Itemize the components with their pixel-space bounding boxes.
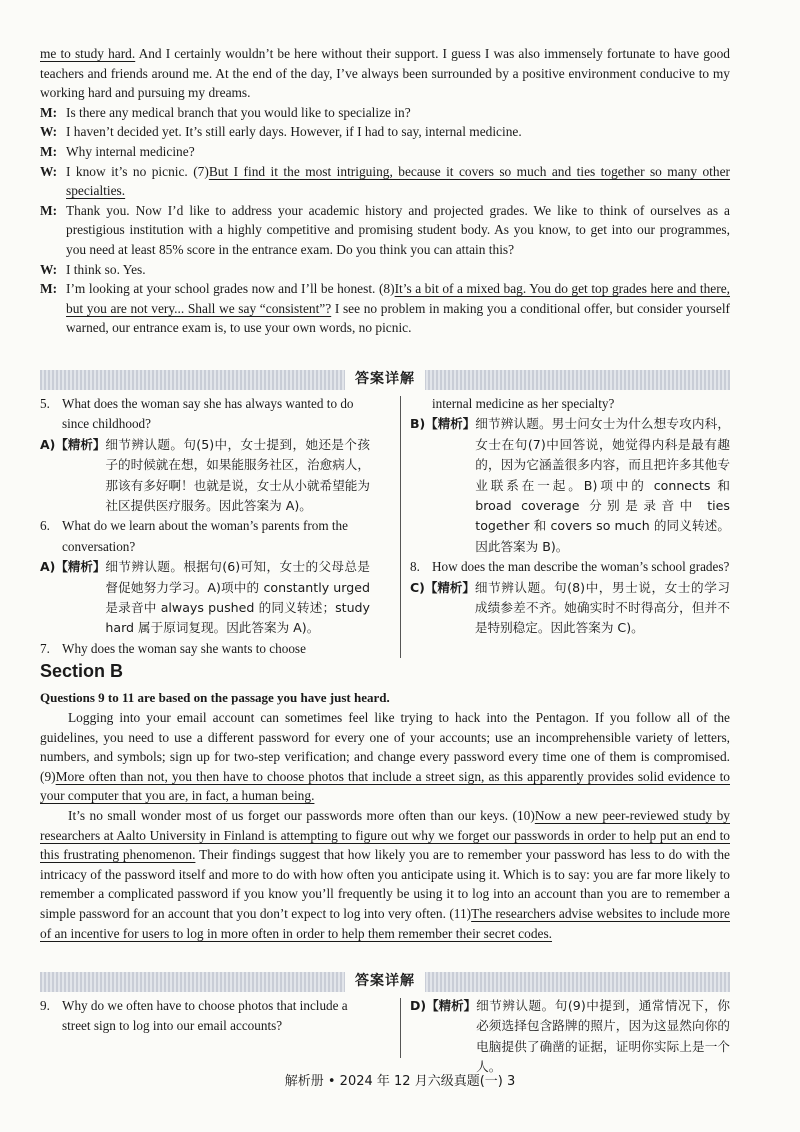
question-text: What does the woman say she has always wanted to do since childhood? xyxy=(62,396,354,432)
explanation-text: 细节辨认题。句(9)中提到，通常情况下，你必须选择包含路牌的照片，因为这显然向你的电脑提供了确凿的证据，证明你实际上是一个人。 xyxy=(476,998,730,1075)
underlined-sentence: But I find it the most intriguing, because it covers so much and ties together so many other specialties. xyxy=(66,163,731,199)
answer-explanation xyxy=(40,435,370,517)
turn-text-plain: I know it’s no picnic. (7) xyxy=(66,163,209,179)
question-text: Why do we often have to choose photos that include a street sign to log into our email accounts? xyxy=(62,998,348,1034)
passage-paragraph xyxy=(40,806,730,943)
answer-key: A)【精析】 xyxy=(40,559,106,575)
question-number: 7. xyxy=(40,640,50,656)
explanation-text: 细节辨认题。男士问女士为什么想专攻内科，女士在句(7)中回答说，她觉得内科是最有趣的，因为它涵盖很多内容，而且把许多其他专业联系在一起。B)项中的 connects 和 broad coverage 分别是录音中 ties together 和 covers so much 的同义转述。因此答案为 B)。 xyxy=(475,416,730,554)
question-number: 9. xyxy=(40,998,50,1013)
answer-key: D)【精析】 xyxy=(410,998,477,1013)
turn-text: Is there any medical branch that you would like to specialize in? xyxy=(66,104,411,120)
underlined-sentence: The researchers advise websites to include more of an incentive for users to log in more often in order to help them remember their secret codes. xyxy=(40,905,730,941)
question-item xyxy=(40,394,370,435)
answer-explanation xyxy=(410,578,730,639)
dialogue-turn xyxy=(40,122,730,142)
answer-explanation xyxy=(410,996,730,1078)
answer-key: A)【精析】 xyxy=(40,436,106,452)
question-text: internal medicine as her specialty? xyxy=(432,396,615,411)
answer-key: B)【精析】 xyxy=(410,416,476,432)
page-footer: 解析册 • 2024 年 12 月六级真题(一) 3 xyxy=(284,1074,516,1089)
question-indent xyxy=(410,394,432,414)
paragraph-text: Their findings suggest that how likely you are to remember your password has less to do with the intricacy of the password itself and more to do with how often you anticipate using it. Which is to say: you are far more likely to remember a complicated password if you know you’ll frequently be using it to log into an account than you are to remember a simple password for an account that you don’t expect to log into very often. (11) xyxy=(40,847,730,921)
underlined-sentence: Now a new peer-reviewed study by researchers at Aalto University in Finland is attempting to figure out why we forget our passwords in order to help put an end to this frustrating phenomenon. xyxy=(40,807,730,863)
underlined-sentence: It’s a bit of a mixed bag. You do get top grades here and there, but you are not very... Shall we say “consistent”? xyxy=(66,281,730,316)
dialogue-turn xyxy=(40,162,730,201)
turn-text: Why internal medicine? xyxy=(66,143,195,159)
question-text: Why does the woman say she wants to choose xyxy=(62,640,306,656)
question-number: 8. xyxy=(410,559,420,575)
answer-header-title: 答案详解 xyxy=(345,370,425,390)
dialogue-turn xyxy=(40,103,730,123)
question-text: How does the man describe the woman’s school grades? xyxy=(432,559,730,575)
section-subtitle: Questions 9 to 11 are based on the passage you have just heard. xyxy=(40,690,390,705)
speaker-label: M: xyxy=(40,143,58,159)
question-number: 6. xyxy=(40,518,50,534)
intro-text: And I certainly wouldn’t be here without their support. I guess I was also immensely fortunate to have good teachers and friends around me. At the end of the day, I’ve always been surrounded by a positive environment conducive to my working hard and pursuing my dreams. xyxy=(40,46,730,101)
answer-header-bar xyxy=(40,370,730,390)
question-item xyxy=(410,557,730,577)
speaker-label: W: xyxy=(40,163,58,179)
explanation-text: 细节辨认题。句(5)中，女士提到，她还是个孩子的时候就在想，如果能服务社区，治愈病人，那该有多好啊！也就是说，女士从小就希望能为社区提供医疗服务。因此答案为 A)。 xyxy=(105,436,370,514)
question-item xyxy=(40,996,370,1037)
turn-text: I haven’t decided yet. It’s still early days. However, if I had to say, internal medicine. xyxy=(66,124,522,140)
explanation-text: 细节辨认题。句(8)中，男士说，女士的学习成绩参差不齐。她确实时不时得高分，但并不是特别稳定。因此答案为 C)。 xyxy=(474,579,730,636)
question-item xyxy=(40,639,370,659)
answer-header-bar xyxy=(40,972,730,992)
dialogue-turn xyxy=(40,279,730,338)
answer-header-title: 答案详解 xyxy=(345,972,425,992)
turn-text: Thank you. Now I’d like to address your academic history and projected grades. We like to think of ourselves as a prestigious institution with a highly competitive and promising student body. As you know, to get into our programmes, you need at least 85% score in the entrance exam. Do you think you can attain this? xyxy=(66,202,730,257)
paragraph-text: It’s no small wonder most of us forget our passwords more often than our keys. (10) xyxy=(68,807,535,823)
turn-text-plain: I see no problem in making you a conditional offer, but consider yourself warned, our entrance exam is, to use your own words, no picnic. xyxy=(66,300,731,336)
underlined-sentence: More often than not, you then have to choose photos that include a street sign, as this apparently provides solid evidence to your computer that you are, in fact, a human being. xyxy=(40,768,730,804)
turn-text xyxy=(66,279,730,338)
speaker-label: W: xyxy=(40,124,58,140)
turn-text-plain: I’m looking at your school grades now and I’ll be honest. (8) xyxy=(66,281,395,297)
answers-b-left-column xyxy=(40,996,370,1037)
section-title: Section B xyxy=(40,661,124,681)
speaker-label: M: xyxy=(40,281,58,297)
question-continuation xyxy=(410,394,730,414)
question-number: 5. xyxy=(40,396,50,411)
paragraph-text: Logging into your email account can sometimes feel like trying to hack into the Pentagon. If you follow all of the guidelines, you need to use a different password for every one of your accounts; use an incomprehensible variety of letters, numbers, and symbols; sign up for two-step verification; and change every password every time one of them is compromised. (9) xyxy=(40,710,730,784)
answer-explanation xyxy=(40,557,370,639)
passage xyxy=(40,708,730,943)
explanation-text: 细节辨认题。根据句(6)可知，女士的父母总是督促她努力学习。A)项中的 constantly urged 是录音中 always pushed 的同义转述；study hard 属于原词复现。因此答案为 A)。 xyxy=(105,559,370,636)
turn-text xyxy=(66,162,730,201)
dialogue-turn xyxy=(40,201,730,260)
passage-paragraph xyxy=(40,708,730,806)
underlined-sentence: me to study hard. xyxy=(40,46,136,61)
answer-key: C)【精析】 xyxy=(410,579,475,595)
question-item xyxy=(40,516,370,557)
turn-text: I think so. Yes. xyxy=(66,261,146,277)
speaker-label: W: xyxy=(40,261,58,277)
dialogue-turn xyxy=(40,142,730,162)
answers-b-right-column xyxy=(400,996,730,1078)
dialogue-turn xyxy=(40,260,730,280)
answers-left-column xyxy=(40,394,370,659)
dialogue-top xyxy=(40,44,730,338)
speaker-label: M: xyxy=(40,104,58,120)
answers-right-column xyxy=(400,394,730,639)
dialogue-intro xyxy=(40,44,730,103)
answer-explanation xyxy=(410,414,730,557)
question-text: What do we learn about the woman’s parents from the conversation? xyxy=(62,518,349,554)
speaker-label: M: xyxy=(40,202,58,218)
